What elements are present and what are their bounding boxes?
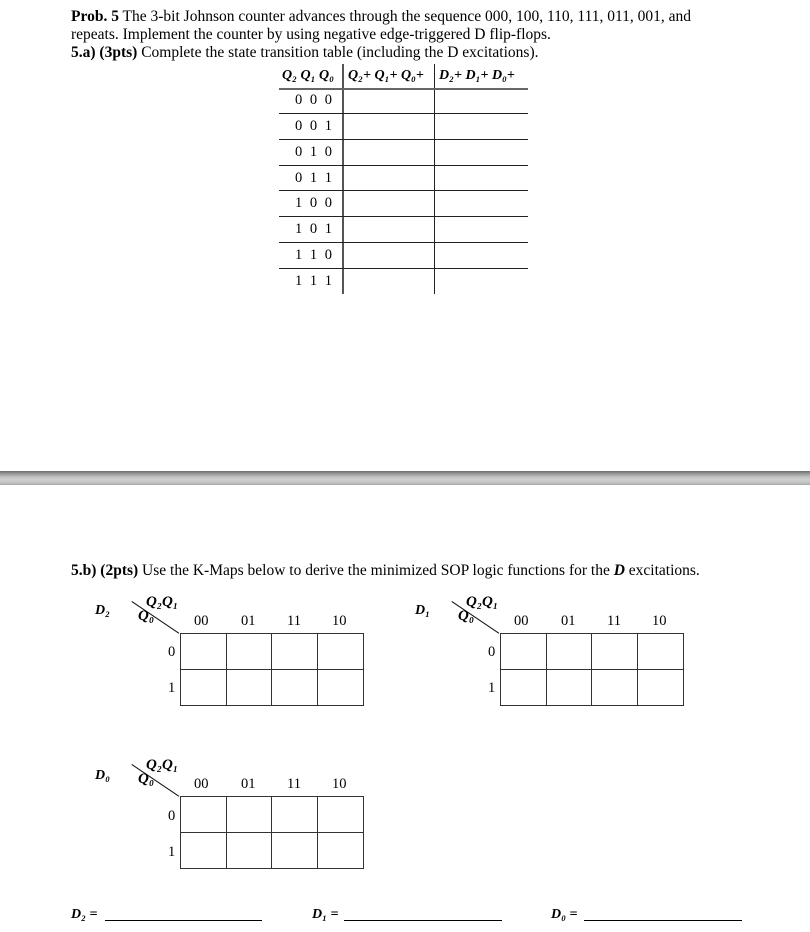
kmap-cell[interactable] bbox=[638, 634, 684, 670]
kmap-col-label: 11 bbox=[287, 613, 301, 629]
problem-statement-line2: repeats. Implement the counter by using negative edge-triggered D flip-flops. bbox=[71, 26, 551, 43]
kmap-col-label: 00 bbox=[194, 776, 209, 792]
kmap-cell[interactable] bbox=[181, 634, 227, 670]
part-b-instructions: 5.b) (2pts) Use the K-Maps below to derive the minimized SOP logic functions for the D excitations. bbox=[71, 562, 700, 579]
kmap-col-label: 01 bbox=[241, 613, 256, 629]
kmap-grid bbox=[180, 633, 364, 706]
kmap-cell[interactable] bbox=[272, 833, 318, 869]
kmap-col-vars: Q₂Q₁ bbox=[466, 594, 499, 610]
kmap-row-label: 1 bbox=[168, 680, 176, 696]
kmap-row-label: 0 bbox=[168, 644, 176, 660]
kmap-cell[interactable] bbox=[272, 634, 318, 670]
problem-number: Prob. 5 bbox=[71, 8, 119, 25]
answer-label-d1: D₁ = bbox=[312, 907, 339, 922]
kmap-cell[interactable] bbox=[272, 797, 318, 833]
answer-field-d2[interactable] bbox=[105, 920, 262, 921]
table-rule bbox=[279, 113, 528, 114]
table-row-state: 0 1 1 bbox=[295, 170, 334, 186]
problem-text: The 3-bit Johnson counter advances through the sequence 000, 100, 110, 111, 011, 001, and bbox=[118, 8, 692, 25]
table-divider bbox=[342, 64, 344, 294]
table-row-state: 0 0 1 bbox=[295, 118, 334, 134]
kmap-cell[interactable] bbox=[181, 670, 227, 706]
table-rule bbox=[279, 242, 528, 243]
kmap-cell[interactable] bbox=[227, 797, 273, 833]
kmap-col-label: 11 bbox=[607, 613, 621, 629]
kmap-cell[interactable] bbox=[501, 670, 547, 706]
kmap-col-label: 01 bbox=[241, 776, 256, 792]
kmap-row-label: 0 bbox=[168, 808, 176, 824]
part-b-label: 5.b) (2pts) bbox=[71, 562, 139, 579]
kmap-cell[interactable] bbox=[318, 797, 364, 833]
part-a-label: 5.a) (3pts) bbox=[71, 44, 138, 61]
kmap-cell[interactable] bbox=[547, 670, 593, 706]
kmap-cell[interactable] bbox=[318, 833, 364, 869]
answer-field-d1[interactable] bbox=[344, 920, 502, 921]
table-row-state: 0 1 0 bbox=[295, 144, 334, 160]
table-row-state: 0 0 0 bbox=[295, 92, 334, 108]
table-row-state: 1 1 1 bbox=[295, 273, 334, 289]
kmap-cell[interactable] bbox=[227, 634, 273, 670]
kmap-cell[interactable] bbox=[501, 634, 547, 670]
header-d-excitations: D₂+ D₁+ D₀+ bbox=[439, 68, 515, 83]
table-row-state: 1 0 0 bbox=[295, 195, 334, 211]
table-rule bbox=[279, 139, 528, 140]
table-rule bbox=[279, 216, 528, 217]
kmap-row-label: 1 bbox=[168, 844, 176, 860]
kmap-col-label: 11 bbox=[287, 776, 301, 792]
page-separator bbox=[0, 471, 810, 485]
kmap-row-var: Q₀ bbox=[458, 608, 475, 624]
kmap-cell[interactable] bbox=[227, 833, 273, 869]
kmap-title: D₂ bbox=[95, 603, 110, 618]
kmap-grid bbox=[180, 796, 364, 869]
table-divider bbox=[434, 64, 435, 294]
header-current-state: Q₂ Q₁ Q₀ bbox=[282, 68, 334, 83]
kmap-cell[interactable] bbox=[318, 670, 364, 706]
kmap-title: D₀ bbox=[95, 768, 110, 783]
answer-label-d0: D₀ = bbox=[551, 907, 578, 922]
answer-label-d2: D₂ = bbox=[71, 907, 98, 922]
table-rule bbox=[279, 88, 528, 90]
kmap-col-label: 10 bbox=[652, 613, 667, 629]
part-a-instructions: 5.a) (3pts) Complete the state transition table (including the D excitations). bbox=[71, 44, 539, 61]
kmap-cell[interactable] bbox=[638, 670, 684, 706]
kmap-cell[interactable] bbox=[547, 634, 593, 670]
kmap-cell[interactable] bbox=[181, 797, 227, 833]
kmap-col-label: 10 bbox=[332, 776, 347, 792]
kmap-col-label: 10 bbox=[332, 613, 347, 629]
kmap-row-label: 0 bbox=[488, 644, 496, 660]
kmap-cell[interactable] bbox=[592, 670, 638, 706]
table-row-state: 1 1 0 bbox=[295, 247, 334, 263]
kmap-col-vars: Q₂Q₁ bbox=[146, 757, 179, 773]
kmap-title: D₁ bbox=[415, 603, 430, 618]
kmap-cell[interactable] bbox=[227, 670, 273, 706]
kmap-col-label: 00 bbox=[514, 613, 529, 629]
kmap-row-var: Q₀ bbox=[138, 771, 155, 787]
kmap-cell[interactable] bbox=[181, 833, 227, 869]
kmap-cell[interactable] bbox=[318, 634, 364, 670]
kmap-col-vars: Q₂Q₁ bbox=[146, 594, 179, 610]
kmap-col-label: 00 bbox=[194, 613, 209, 629]
kmap-row-var: Q₀ bbox=[138, 608, 155, 624]
kmap-row-label: 1 bbox=[488, 680, 496, 696]
kmap-grid bbox=[500, 633, 684, 706]
table-rule bbox=[279, 165, 528, 166]
table-rule bbox=[279, 268, 528, 269]
table-row-state: 1 0 1 bbox=[295, 221, 334, 237]
kmap-col-label: 01 bbox=[561, 613, 576, 629]
answer-field-d0[interactable] bbox=[584, 920, 742, 921]
kmap-cell[interactable] bbox=[592, 634, 638, 670]
problem-statement-line1 bbox=[71, 8, 691, 26]
header-next-state: Q₂+ Q₁+ Q₀+ bbox=[348, 68, 424, 83]
table-rule bbox=[279, 190, 528, 191]
kmap-cell[interactable] bbox=[272, 670, 318, 706]
